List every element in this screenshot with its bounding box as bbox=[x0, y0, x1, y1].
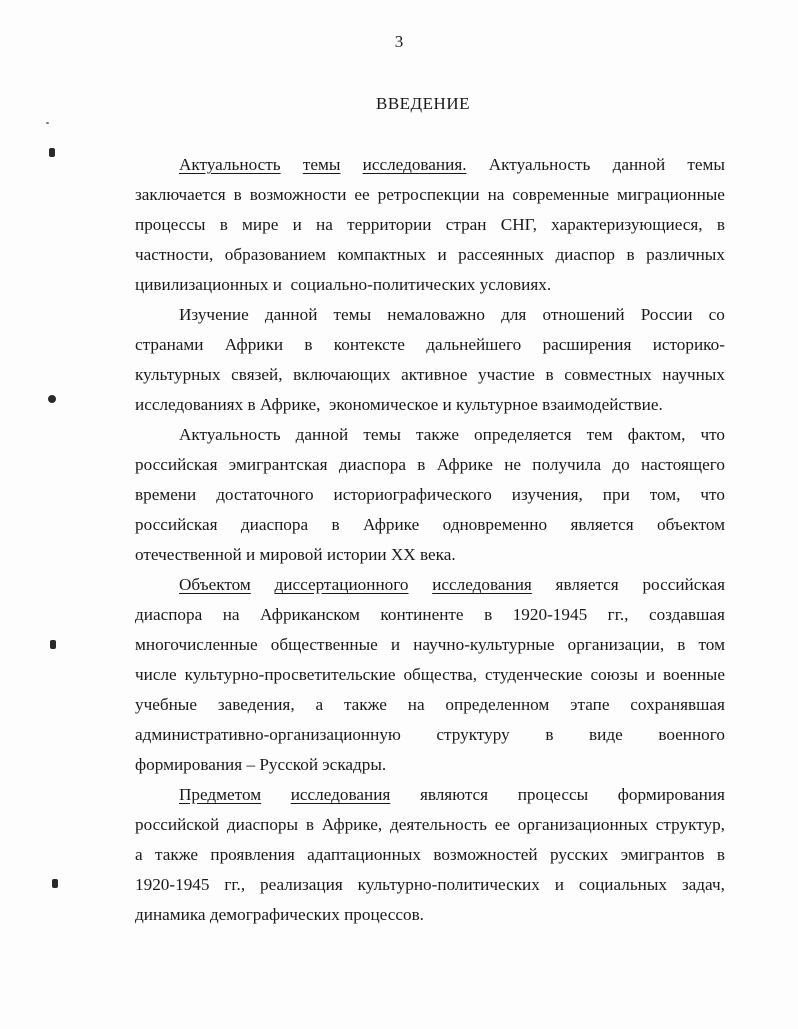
scan-speck bbox=[48, 395, 56, 403]
word: и bbox=[554, 875, 564, 894]
underlined-term: диссертационного bbox=[274, 575, 409, 594]
word: Африке, bbox=[321, 815, 383, 834]
word: создавшая bbox=[648, 605, 725, 624]
text-line bbox=[135, 300, 725, 330]
word: формирования bbox=[617, 785, 725, 804]
text-line bbox=[135, 210, 725, 240]
text-line bbox=[135, 750, 725, 780]
word: со bbox=[708, 305, 725, 324]
word: в bbox=[626, 245, 635, 264]
word: активное bbox=[401, 365, 468, 384]
word: темы bbox=[333, 305, 372, 324]
word: характеризующиеся, bbox=[551, 215, 703, 234]
word: является bbox=[570, 515, 634, 534]
text-line bbox=[135, 540, 725, 570]
underlined-term: исследования. bbox=[362, 155, 467, 174]
word: 1920-1945 bbox=[512, 605, 588, 624]
word: научно-культурные bbox=[413, 635, 555, 654]
text-line bbox=[135, 240, 725, 270]
text-line bbox=[135, 900, 725, 930]
word: в bbox=[545, 725, 554, 744]
word: достаточного bbox=[216, 485, 314, 504]
word: участие bbox=[478, 365, 535, 384]
word: на bbox=[316, 215, 333, 234]
word: темы bbox=[363, 425, 401, 444]
word: в bbox=[233, 185, 242, 204]
word: при bbox=[602, 485, 630, 504]
word: проявления bbox=[210, 845, 295, 864]
word: континенте bbox=[380, 605, 464, 624]
word: определенном bbox=[445, 695, 550, 714]
word: задач, bbox=[681, 875, 725, 894]
word: диаспора bbox=[240, 515, 309, 534]
word: военного bbox=[658, 725, 725, 744]
word: настоящего bbox=[640, 455, 725, 474]
word: СНГ, bbox=[500, 215, 537, 234]
word: культурно-просветительские bbox=[184, 665, 396, 684]
word: Изучение bbox=[179, 305, 249, 324]
word: процессы bbox=[517, 785, 589, 804]
word: российская bbox=[135, 515, 218, 534]
word: административно-организационную bbox=[135, 725, 401, 744]
line-text: динамика демографических процессов. bbox=[135, 905, 424, 924]
body-text bbox=[135, 150, 725, 930]
word: дальнейшего bbox=[426, 335, 522, 354]
word: темы bbox=[687, 155, 725, 174]
word: реализация bbox=[260, 875, 343, 894]
word: является bbox=[555, 575, 619, 594]
word: адаптационных bbox=[307, 845, 421, 864]
word: частности, bbox=[135, 245, 214, 264]
word: странами bbox=[135, 335, 204, 354]
word: различных bbox=[646, 245, 725, 264]
word: в bbox=[545, 365, 554, 384]
word: на bbox=[407, 695, 425, 714]
word: фактом, bbox=[627, 425, 686, 444]
word: в bbox=[716, 845, 725, 864]
word: в bbox=[304, 335, 313, 354]
word: в bbox=[331, 515, 340, 534]
text-line bbox=[135, 570, 725, 600]
word: территории bbox=[347, 215, 432, 234]
word: Актуальность bbox=[179, 425, 281, 444]
word: данной bbox=[612, 155, 666, 174]
word: не bbox=[504, 455, 522, 474]
underlined-term: темы bbox=[302, 155, 341, 174]
word: и bbox=[292, 215, 302, 234]
word: современные bbox=[512, 185, 610, 204]
word: Актуальность bbox=[488, 155, 591, 174]
word: что bbox=[700, 425, 725, 444]
word: немаловажно bbox=[387, 305, 485, 324]
text-line bbox=[135, 150, 725, 180]
text-line bbox=[135, 330, 725, 360]
word: в bbox=[484, 605, 493, 624]
word: компактных bbox=[337, 245, 426, 264]
text-line bbox=[135, 390, 725, 420]
word: процессы bbox=[135, 215, 206, 234]
word: в bbox=[305, 815, 314, 834]
scan-speck bbox=[52, 879, 58, 888]
word: в bbox=[219, 215, 228, 234]
text-line bbox=[135, 780, 725, 810]
word: диаспор bbox=[555, 245, 616, 264]
text-line bbox=[135, 840, 725, 870]
word: диаспора bbox=[135, 605, 203, 624]
text-line bbox=[135, 510, 725, 540]
text-line bbox=[135, 360, 725, 390]
word: организационных bbox=[517, 815, 649, 834]
scan-speck bbox=[49, 148, 55, 157]
word: эмигрантская bbox=[228, 455, 328, 474]
word: миграционные bbox=[617, 185, 725, 204]
text-line bbox=[135, 660, 725, 690]
word: виде bbox=[589, 725, 623, 744]
word: также bbox=[343, 695, 387, 714]
text-line bbox=[135, 600, 725, 630]
word: в bbox=[677, 635, 686, 654]
scan-speck bbox=[50, 640, 56, 649]
word: на bbox=[222, 605, 240, 624]
text-line bbox=[135, 420, 725, 450]
word: диаспоры bbox=[226, 815, 299, 834]
word: на bbox=[487, 185, 505, 204]
word: для bbox=[501, 305, 527, 324]
word: определяется bbox=[474, 425, 572, 444]
word: эмигрантов bbox=[620, 845, 705, 864]
text-line bbox=[135, 450, 725, 480]
word: заключается bbox=[135, 185, 226, 204]
word: том, bbox=[649, 485, 681, 504]
word: историко- bbox=[652, 335, 725, 354]
text-line bbox=[135, 270, 725, 300]
word: в bbox=[716, 215, 725, 234]
word: до bbox=[612, 455, 630, 474]
word: 1920-1945 bbox=[135, 875, 210, 894]
word: сохранявшая bbox=[630, 695, 725, 714]
line-text: отечественной и мировой истории XX века. bbox=[135, 545, 456, 564]
word: изучения, bbox=[511, 485, 583, 504]
word: ее bbox=[494, 815, 511, 834]
word: структур, bbox=[655, 815, 725, 834]
word: российской bbox=[135, 815, 220, 834]
word: научных bbox=[662, 365, 725, 384]
word: включающих bbox=[293, 365, 391, 384]
word: получила bbox=[532, 455, 602, 474]
text-line bbox=[135, 870, 725, 900]
word: Африке bbox=[436, 455, 493, 474]
underlined-term: Актуальность bbox=[179, 155, 281, 174]
word: союзы bbox=[590, 665, 638, 684]
word: возможностей bbox=[433, 845, 538, 864]
word: отношений bbox=[542, 305, 625, 324]
word: рассеянных bbox=[458, 245, 544, 264]
word: учебные bbox=[135, 695, 197, 714]
word: многочисленные bbox=[135, 635, 258, 654]
line-text: исследованиях в Африке, экономическое и культурное взаимодействие. bbox=[135, 395, 663, 414]
word: общества, bbox=[403, 665, 478, 684]
text-line bbox=[135, 810, 725, 840]
word: российская bbox=[642, 575, 725, 594]
word: контексте bbox=[333, 335, 405, 354]
word: военные bbox=[662, 665, 725, 684]
word: данной bbox=[295, 425, 349, 444]
word: структуру bbox=[436, 725, 510, 744]
word: являются bbox=[419, 785, 489, 804]
word: общественные bbox=[270, 635, 378, 654]
word: и bbox=[390, 635, 401, 654]
word: Африке bbox=[363, 515, 420, 534]
word: в bbox=[417, 455, 426, 474]
underlined-term: Объектом bbox=[179, 575, 251, 594]
word: и bbox=[645, 665, 656, 684]
word: организации, bbox=[567, 635, 665, 654]
word: ретроспекции bbox=[377, 185, 480, 204]
word: ее bbox=[354, 185, 370, 204]
word: историографического bbox=[333, 485, 492, 504]
word: российская bbox=[135, 455, 218, 474]
word: числе bbox=[135, 665, 177, 684]
word: образованием bbox=[224, 245, 327, 264]
word: этапе bbox=[570, 695, 610, 714]
word: объектом bbox=[657, 515, 725, 534]
word: студенческие bbox=[485, 665, 583, 684]
text-line bbox=[135, 180, 725, 210]
text-line bbox=[135, 690, 725, 720]
word: данной bbox=[264, 305, 318, 324]
section-heading: ВВЕДЕНИЕ bbox=[376, 94, 470, 113]
word: деятельность bbox=[389, 815, 488, 834]
word: Африканском bbox=[260, 605, 360, 624]
word: стран bbox=[445, 215, 487, 234]
underlined-term: исследования bbox=[290, 785, 391, 804]
word: связей, bbox=[231, 365, 283, 384]
word: и bbox=[437, 245, 447, 264]
word: совместных bbox=[564, 365, 652, 384]
word: одновременно bbox=[442, 515, 548, 534]
word: также bbox=[155, 845, 198, 864]
underlined-term: Предметом bbox=[179, 785, 262, 804]
word: тем bbox=[586, 425, 613, 444]
text-line bbox=[135, 720, 725, 750]
word: том bbox=[698, 635, 725, 654]
word: социальных bbox=[578, 875, 667, 894]
line-text: формирования – Русской эскадры. bbox=[135, 755, 387, 774]
word: России bbox=[640, 305, 693, 324]
word: а bbox=[135, 845, 143, 864]
word: культурных bbox=[135, 365, 221, 384]
word: культурно-политических bbox=[357, 875, 540, 894]
underlined-term: исследования bbox=[432, 575, 532, 594]
word: расширения bbox=[542, 335, 632, 354]
word: также bbox=[415, 425, 459, 444]
word: диаспора bbox=[338, 455, 407, 474]
scan-speck bbox=[46, 122, 49, 124]
word: заведения, bbox=[217, 695, 295, 714]
word: что bbox=[700, 485, 725, 504]
text-line bbox=[135, 630, 725, 660]
text-line bbox=[135, 480, 725, 510]
word: а bbox=[315, 695, 324, 714]
word: возможности bbox=[249, 185, 347, 204]
word: Африки bbox=[224, 335, 284, 354]
line-text: цивилизационных и социально-политических условиях. bbox=[135, 275, 552, 294]
word: русских bbox=[549, 845, 609, 864]
word: времени bbox=[135, 485, 197, 504]
page-number: 3 bbox=[394, 32, 404, 51]
word: гг., bbox=[607, 605, 629, 624]
word: гг., bbox=[224, 875, 246, 894]
word: мире bbox=[242, 215, 279, 234]
